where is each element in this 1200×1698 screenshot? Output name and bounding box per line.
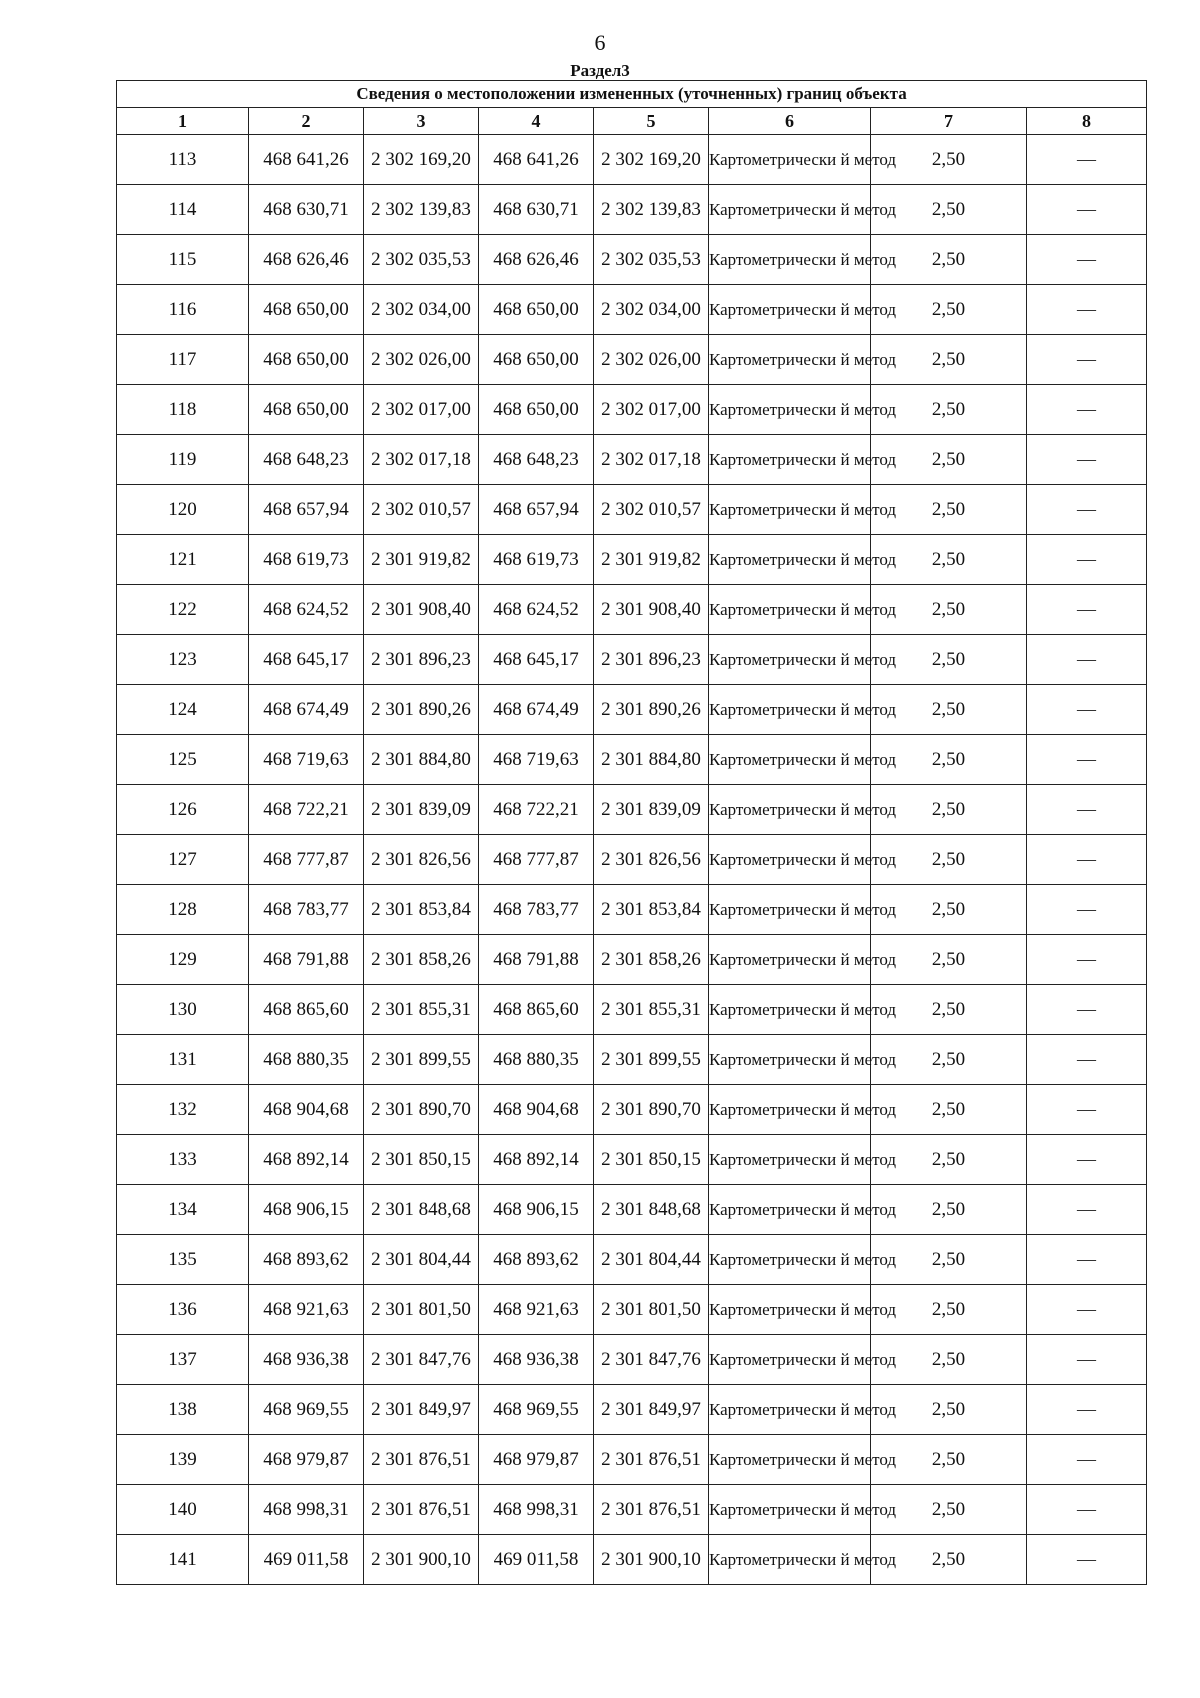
table-row bbox=[117, 1335, 1147, 1385]
method-cell: Картометрически й метод bbox=[709, 885, 871, 935]
x-existing-cell: 468 880,35 bbox=[249, 1035, 364, 1085]
x-new-cell: 468 650,00 bbox=[479, 285, 594, 335]
table-row bbox=[117, 985, 1147, 1035]
description-cell: — bbox=[1027, 1385, 1147, 1435]
x-new-cell: 468 969,55 bbox=[479, 1385, 594, 1435]
x-existing-cell: 468 722,21 bbox=[249, 785, 364, 835]
method-cell: Картометрически й метод bbox=[709, 1485, 871, 1535]
accuracy-cell: 2,50 bbox=[871, 735, 1027, 785]
x-existing-cell: 468 979,87 bbox=[249, 1435, 364, 1485]
page-number: 6 bbox=[594, 30, 606, 55]
y-new-cell: 2 302 139,83 bbox=[594, 185, 709, 235]
accuracy-cell: 2,50 bbox=[871, 1385, 1027, 1435]
x-new-cell: 468 892,14 bbox=[479, 1135, 594, 1185]
accuracy-cell: 2,50 bbox=[871, 1435, 1027, 1485]
boundary-coordinates-table bbox=[116, 80, 1147, 1585]
accuracy-cell: 2,50 bbox=[871, 135, 1027, 185]
y-new-cell: 2 301 884,80 bbox=[594, 735, 709, 785]
y-new-cell: 2 302 034,00 bbox=[594, 285, 709, 335]
y-new-cell: 2 301 896,23 bbox=[594, 635, 709, 685]
method-cell: Картометрически й метод bbox=[709, 635, 871, 685]
description-cell: — bbox=[1027, 1435, 1147, 1485]
table-row bbox=[117, 585, 1147, 635]
x-existing-cell: 468 783,77 bbox=[249, 885, 364, 935]
method-cell: Картометрически й метод bbox=[709, 1335, 871, 1385]
y-new-cell: 2 302 169,20 bbox=[594, 135, 709, 185]
method-cell: Картометрически й метод bbox=[709, 485, 871, 535]
accuracy-cell: 2,50 bbox=[871, 835, 1027, 885]
description-cell: — bbox=[1027, 135, 1147, 185]
y-existing-cell: 2 301 896,23 bbox=[364, 635, 479, 685]
description-cell: — bbox=[1027, 985, 1147, 1035]
method-cell: Картометрически й метод bbox=[709, 985, 871, 1035]
x-new-cell: 468 906,15 bbox=[479, 1185, 594, 1235]
description-cell: — bbox=[1027, 335, 1147, 385]
x-existing-cell: 468 865,60 bbox=[249, 985, 364, 1035]
y-existing-cell: 2 301 908,40 bbox=[364, 585, 479, 635]
method-cell: Картометрически й метод bbox=[709, 1235, 871, 1285]
column-number-row bbox=[117, 108, 1147, 135]
point-number-cell: 134 bbox=[117, 1185, 249, 1235]
point-number-cell: 133 bbox=[117, 1135, 249, 1185]
point-number-cell: 124 bbox=[117, 685, 249, 735]
description-cell: — bbox=[1027, 785, 1147, 835]
description-cell: — bbox=[1027, 185, 1147, 235]
y-existing-cell: 2 301 876,51 bbox=[364, 1435, 479, 1485]
description-cell: — bbox=[1027, 685, 1147, 735]
accuracy-cell: 2,50 bbox=[871, 385, 1027, 435]
method-cell: Картометрически й метод bbox=[709, 135, 871, 185]
y-new-cell: 2 301 826,56 bbox=[594, 835, 709, 885]
description-cell: — bbox=[1027, 1035, 1147, 1085]
method-cell: Картометрически й метод bbox=[709, 1085, 871, 1135]
x-new-cell: 468 626,46 bbox=[479, 235, 594, 285]
x-existing-cell: 468 630,71 bbox=[249, 185, 364, 235]
method-cell: Картометрически й метод bbox=[709, 835, 871, 885]
column-number: 3 bbox=[364, 108, 479, 135]
point-number-cell: 128 bbox=[117, 885, 249, 935]
x-existing-cell: 468 650,00 bbox=[249, 385, 364, 435]
y-new-cell: 2 302 026,00 bbox=[594, 335, 709, 385]
y-existing-cell: 2 302 010,57 bbox=[364, 485, 479, 535]
method-cell: Картометрически й метод bbox=[709, 535, 871, 585]
description-cell: — bbox=[1027, 1535, 1147, 1585]
description-cell: — bbox=[1027, 585, 1147, 635]
x-new-cell: 468 865,60 bbox=[479, 985, 594, 1035]
table-row bbox=[117, 835, 1147, 885]
description-cell: — bbox=[1027, 1485, 1147, 1535]
point-number-cell: 138 bbox=[117, 1385, 249, 1435]
x-existing-cell: 468 641,26 bbox=[249, 135, 364, 185]
x-existing-cell: 468 921,63 bbox=[249, 1285, 364, 1335]
y-existing-cell: 2 301 858,26 bbox=[364, 935, 479, 985]
y-new-cell: 2 301 804,44 bbox=[594, 1235, 709, 1285]
accuracy-cell: 2,50 bbox=[871, 1535, 1027, 1585]
point-number-cell: 113 bbox=[117, 135, 249, 185]
table-row bbox=[117, 1485, 1147, 1535]
point-number-cell: 140 bbox=[117, 1485, 249, 1535]
x-new-cell: 468 619,73 bbox=[479, 535, 594, 585]
point-number-cell: 135 bbox=[117, 1235, 249, 1285]
y-existing-cell: 2 302 017,18 bbox=[364, 435, 479, 485]
x-new-cell: 468 645,17 bbox=[479, 635, 594, 685]
accuracy-cell: 2,50 bbox=[871, 435, 1027, 485]
y-existing-cell: 2 301 884,80 bbox=[364, 735, 479, 785]
accuracy-cell: 2,50 bbox=[871, 1235, 1027, 1285]
x-existing-cell: 468 893,62 bbox=[249, 1235, 364, 1285]
table-caption-row bbox=[117, 81, 1147, 108]
table-row bbox=[117, 235, 1147, 285]
table-row bbox=[117, 335, 1147, 385]
table-row bbox=[117, 185, 1147, 235]
y-new-cell: 2 301 900,10 bbox=[594, 1535, 709, 1585]
y-existing-cell: 2 301 890,26 bbox=[364, 685, 479, 735]
y-existing-cell: 2 301 849,97 bbox=[364, 1385, 479, 1435]
column-number: 1 bbox=[117, 108, 249, 135]
method-cell: Картометрически й метод bbox=[709, 1435, 871, 1485]
x-existing-cell: 468 969,55 bbox=[249, 1385, 364, 1435]
table-row bbox=[117, 385, 1147, 435]
table-row bbox=[117, 285, 1147, 335]
method-cell: Картометрически й метод bbox=[709, 235, 871, 285]
method-cell: Картометрически й метод bbox=[709, 1385, 871, 1435]
y-existing-cell: 2 301 801,50 bbox=[364, 1285, 479, 1335]
point-number-cell: 117 bbox=[117, 335, 249, 385]
accuracy-cell: 2,50 bbox=[871, 185, 1027, 235]
accuracy-cell: 2,50 bbox=[871, 785, 1027, 835]
x-existing-cell: 468 791,88 bbox=[249, 935, 364, 985]
point-number-cell: 120 bbox=[117, 485, 249, 535]
method-cell: Картометрически й метод bbox=[709, 185, 871, 235]
point-number-cell: 114 bbox=[117, 185, 249, 235]
column-number: 8 bbox=[1027, 108, 1147, 135]
x-new-cell: 468 719,63 bbox=[479, 735, 594, 785]
point-number-cell: 118 bbox=[117, 385, 249, 435]
x-new-cell: 468 650,00 bbox=[479, 385, 594, 435]
x-new-cell: 468 674,49 bbox=[479, 685, 594, 735]
method-cell: Картометрически й метод bbox=[709, 785, 871, 835]
table-row bbox=[117, 1085, 1147, 1135]
y-new-cell: 2 301 848,68 bbox=[594, 1185, 709, 1235]
point-number-cell: 141 bbox=[117, 1535, 249, 1585]
description-cell: — bbox=[1027, 635, 1147, 685]
y-new-cell: 2 301 849,97 bbox=[594, 1385, 709, 1435]
section-title: Раздел3 bbox=[570, 61, 630, 80]
description-cell: — bbox=[1027, 1285, 1147, 1335]
x-existing-cell: 469 011,58 bbox=[249, 1535, 364, 1585]
table-row bbox=[117, 1035, 1147, 1085]
method-cell: Картометрически й метод bbox=[709, 735, 871, 785]
point-number-cell: 115 bbox=[117, 235, 249, 285]
method-cell: Картометрически й метод bbox=[709, 335, 871, 385]
y-existing-cell: 2 302 139,83 bbox=[364, 185, 479, 235]
method-cell: Картометрически й метод bbox=[709, 935, 871, 985]
table-row bbox=[117, 785, 1147, 835]
y-new-cell: 2 301 876,51 bbox=[594, 1485, 709, 1535]
accuracy-cell: 2,50 bbox=[871, 1135, 1027, 1185]
description-cell: — bbox=[1027, 1235, 1147, 1285]
x-new-cell: 468 777,87 bbox=[479, 835, 594, 885]
method-cell: Картометрически й метод bbox=[709, 585, 871, 635]
y-new-cell: 2 301 850,15 bbox=[594, 1135, 709, 1185]
y-new-cell: 2 301 847,76 bbox=[594, 1335, 709, 1385]
y-existing-cell: 2 302 026,00 bbox=[364, 335, 479, 385]
column-number: 6 bbox=[709, 108, 871, 135]
y-existing-cell: 2 301 848,68 bbox=[364, 1185, 479, 1235]
accuracy-cell: 2,50 bbox=[871, 935, 1027, 985]
y-new-cell: 2 301 855,31 bbox=[594, 985, 709, 1035]
y-existing-cell: 2 302 034,00 bbox=[364, 285, 479, 335]
point-number-cell: 119 bbox=[117, 435, 249, 485]
description-cell: — bbox=[1027, 285, 1147, 335]
point-number-cell: 125 bbox=[117, 735, 249, 785]
x-new-cell: 468 648,23 bbox=[479, 435, 594, 485]
accuracy-cell: 2,50 bbox=[871, 585, 1027, 635]
y-existing-cell: 2 301 839,09 bbox=[364, 785, 479, 835]
x-new-cell: 468 722,21 bbox=[479, 785, 594, 835]
method-cell: Картометрически й метод bbox=[709, 285, 871, 335]
x-new-cell: 468 979,87 bbox=[479, 1435, 594, 1485]
point-number-cell: 139 bbox=[117, 1435, 249, 1485]
point-number-cell: 123 bbox=[117, 635, 249, 685]
description-cell: — bbox=[1027, 1335, 1147, 1385]
table-row bbox=[117, 735, 1147, 785]
y-new-cell: 2 301 890,70 bbox=[594, 1085, 709, 1135]
description-cell: — bbox=[1027, 385, 1147, 435]
point-number-cell: 132 bbox=[117, 1085, 249, 1135]
description-cell: — bbox=[1027, 885, 1147, 935]
y-existing-cell: 2 302 017,00 bbox=[364, 385, 479, 435]
y-new-cell: 2 302 017,18 bbox=[594, 435, 709, 485]
x-new-cell: 468 641,26 bbox=[479, 135, 594, 185]
description-cell: — bbox=[1027, 1185, 1147, 1235]
y-existing-cell: 2 301 850,15 bbox=[364, 1135, 479, 1185]
x-existing-cell: 468 674,49 bbox=[249, 685, 364, 735]
x-new-cell: 468 904,68 bbox=[479, 1085, 594, 1135]
x-existing-cell: 468 626,46 bbox=[249, 235, 364, 285]
table-row bbox=[117, 1135, 1147, 1185]
accuracy-cell: 2,50 bbox=[871, 985, 1027, 1035]
table-row bbox=[117, 1435, 1147, 1485]
table-row bbox=[117, 535, 1147, 585]
table-row bbox=[117, 1185, 1147, 1235]
x-existing-cell: 468 624,52 bbox=[249, 585, 364, 635]
accuracy-cell: 2,50 bbox=[871, 635, 1027, 685]
point-number-cell: 121 bbox=[117, 535, 249, 585]
x-existing-cell: 468 904,68 bbox=[249, 1085, 364, 1135]
y-new-cell: 2 301 839,09 bbox=[594, 785, 709, 835]
y-new-cell: 2 301 801,50 bbox=[594, 1285, 709, 1335]
point-number-cell: 116 bbox=[117, 285, 249, 335]
method-cell: Картометрически й метод bbox=[709, 1135, 871, 1185]
x-new-cell: 468 630,71 bbox=[479, 185, 594, 235]
x-new-cell: 468 650,00 bbox=[479, 335, 594, 385]
y-existing-cell: 2 301 919,82 bbox=[364, 535, 479, 585]
y-new-cell: 2 301 858,26 bbox=[594, 935, 709, 985]
table-row bbox=[117, 635, 1147, 685]
accuracy-cell: 2,50 bbox=[871, 1085, 1027, 1135]
y-new-cell: 2 302 010,57 bbox=[594, 485, 709, 535]
description-cell: — bbox=[1027, 1135, 1147, 1185]
table-row bbox=[117, 1285, 1147, 1335]
method-cell: Картометрически й метод bbox=[709, 685, 871, 735]
y-new-cell: 2 301 919,82 bbox=[594, 535, 709, 585]
x-existing-cell: 468 719,63 bbox=[249, 735, 364, 785]
x-existing-cell: 468 650,00 bbox=[249, 285, 364, 335]
accuracy-cell: 2,50 bbox=[871, 885, 1027, 935]
point-number-cell: 129 bbox=[117, 935, 249, 985]
column-number: 7 bbox=[871, 108, 1027, 135]
table-row bbox=[117, 435, 1147, 485]
x-new-cell: 468 783,77 bbox=[479, 885, 594, 935]
y-existing-cell: 2 301 899,55 bbox=[364, 1035, 479, 1085]
x-new-cell: 468 936,38 bbox=[479, 1335, 594, 1385]
y-new-cell: 2 301 899,55 bbox=[594, 1035, 709, 1085]
point-number-cell: 136 bbox=[117, 1285, 249, 1335]
accuracy-cell: 2,50 bbox=[871, 335, 1027, 385]
point-number-cell: 131 bbox=[117, 1035, 249, 1085]
y-new-cell: 2 301 890,26 bbox=[594, 685, 709, 735]
description-cell: — bbox=[1027, 1085, 1147, 1135]
x-existing-cell: 468 777,87 bbox=[249, 835, 364, 885]
accuracy-cell: 2,50 bbox=[871, 1485, 1027, 1535]
x-existing-cell: 468 892,14 bbox=[249, 1135, 364, 1185]
description-cell: — bbox=[1027, 485, 1147, 535]
x-existing-cell: 468 619,73 bbox=[249, 535, 364, 585]
y-existing-cell: 2 302 035,53 bbox=[364, 235, 479, 285]
accuracy-cell: 2,50 bbox=[871, 535, 1027, 585]
y-existing-cell: 2 301 853,84 bbox=[364, 885, 479, 935]
table-row bbox=[117, 1385, 1147, 1435]
x-new-cell: 468 921,63 bbox=[479, 1285, 594, 1335]
x-new-cell: 468 791,88 bbox=[479, 935, 594, 985]
y-existing-cell: 2 301 900,10 bbox=[364, 1535, 479, 1585]
accuracy-cell: 2,50 bbox=[871, 1285, 1027, 1335]
y-new-cell: 2 302 017,00 bbox=[594, 385, 709, 435]
y-new-cell: 2 301 876,51 bbox=[594, 1435, 709, 1485]
point-number-cell: 122 bbox=[117, 585, 249, 635]
y-existing-cell: 2 301 804,44 bbox=[364, 1235, 479, 1285]
table-caption: Сведения о местоположении измененных (уточненных) границ объекта bbox=[117, 81, 1147, 108]
table-row bbox=[117, 1535, 1147, 1585]
accuracy-cell: 2,50 bbox=[871, 685, 1027, 735]
x-existing-cell: 468 650,00 bbox=[249, 335, 364, 385]
x-new-cell: 468 657,94 bbox=[479, 485, 594, 535]
table-row bbox=[117, 135, 1147, 185]
description-cell: — bbox=[1027, 935, 1147, 985]
accuracy-cell: 2,50 bbox=[871, 1035, 1027, 1085]
accuracy-cell: 2,50 bbox=[871, 1185, 1027, 1235]
description-cell: — bbox=[1027, 235, 1147, 285]
y-existing-cell: 2 301 826,56 bbox=[364, 835, 479, 885]
x-new-cell: 469 011,58 bbox=[479, 1535, 594, 1585]
accuracy-cell: 2,50 bbox=[871, 485, 1027, 535]
table-body bbox=[117, 135, 1147, 1585]
y-existing-cell: 2 302 169,20 bbox=[364, 135, 479, 185]
method-cell: Картометрически й метод bbox=[709, 1535, 871, 1585]
table-row bbox=[117, 485, 1147, 535]
method-cell: Картометрически й метод bbox=[709, 435, 871, 485]
accuracy-cell: 2,50 bbox=[871, 1335, 1027, 1385]
method-cell: Картометрически й метод bbox=[709, 1285, 871, 1335]
y-existing-cell: 2 301 876,51 bbox=[364, 1485, 479, 1535]
x-existing-cell: 468 906,15 bbox=[249, 1185, 364, 1235]
x-existing-cell: 468 998,31 bbox=[249, 1485, 364, 1535]
accuracy-cell: 2,50 bbox=[871, 235, 1027, 285]
x-new-cell: 468 998,31 bbox=[479, 1485, 594, 1535]
x-existing-cell: 468 645,17 bbox=[249, 635, 364, 685]
method-cell: Картометрически й метод bbox=[709, 1185, 871, 1235]
point-number-cell: 130 bbox=[117, 985, 249, 1035]
y-new-cell: 2 301 908,40 bbox=[594, 585, 709, 635]
y-existing-cell: 2 301 855,31 bbox=[364, 985, 479, 1035]
method-cell: Картометрически й метод bbox=[709, 385, 871, 435]
point-number-cell: 126 bbox=[117, 785, 249, 835]
method-cell: Картометрически й метод bbox=[709, 1035, 871, 1085]
table-row bbox=[117, 935, 1147, 985]
accuracy-cell: 2,50 bbox=[871, 285, 1027, 335]
x-existing-cell: 468 648,23 bbox=[249, 435, 364, 485]
y-existing-cell: 2 301 847,76 bbox=[364, 1335, 479, 1385]
point-number-cell: 127 bbox=[117, 835, 249, 885]
column-number: 4 bbox=[479, 108, 594, 135]
x-new-cell: 468 624,52 bbox=[479, 585, 594, 635]
description-cell: — bbox=[1027, 735, 1147, 785]
y-new-cell: 2 302 035,53 bbox=[594, 235, 709, 285]
y-new-cell: 2 301 853,84 bbox=[594, 885, 709, 935]
description-cell: — bbox=[1027, 535, 1147, 585]
point-number-cell: 137 bbox=[117, 1335, 249, 1385]
description-cell: — bbox=[1027, 435, 1147, 485]
table-row bbox=[117, 685, 1147, 735]
x-new-cell: 468 893,62 bbox=[479, 1235, 594, 1285]
table-row bbox=[117, 1235, 1147, 1285]
column-number: 2 bbox=[249, 108, 364, 135]
y-existing-cell: 2 301 890,70 bbox=[364, 1085, 479, 1135]
description-cell: — bbox=[1027, 835, 1147, 885]
table-row bbox=[117, 885, 1147, 935]
column-number: 5 bbox=[594, 108, 709, 135]
x-existing-cell: 468 657,94 bbox=[249, 485, 364, 535]
x-existing-cell: 468 936,38 bbox=[249, 1335, 364, 1385]
x-new-cell: 468 880,35 bbox=[479, 1035, 594, 1085]
